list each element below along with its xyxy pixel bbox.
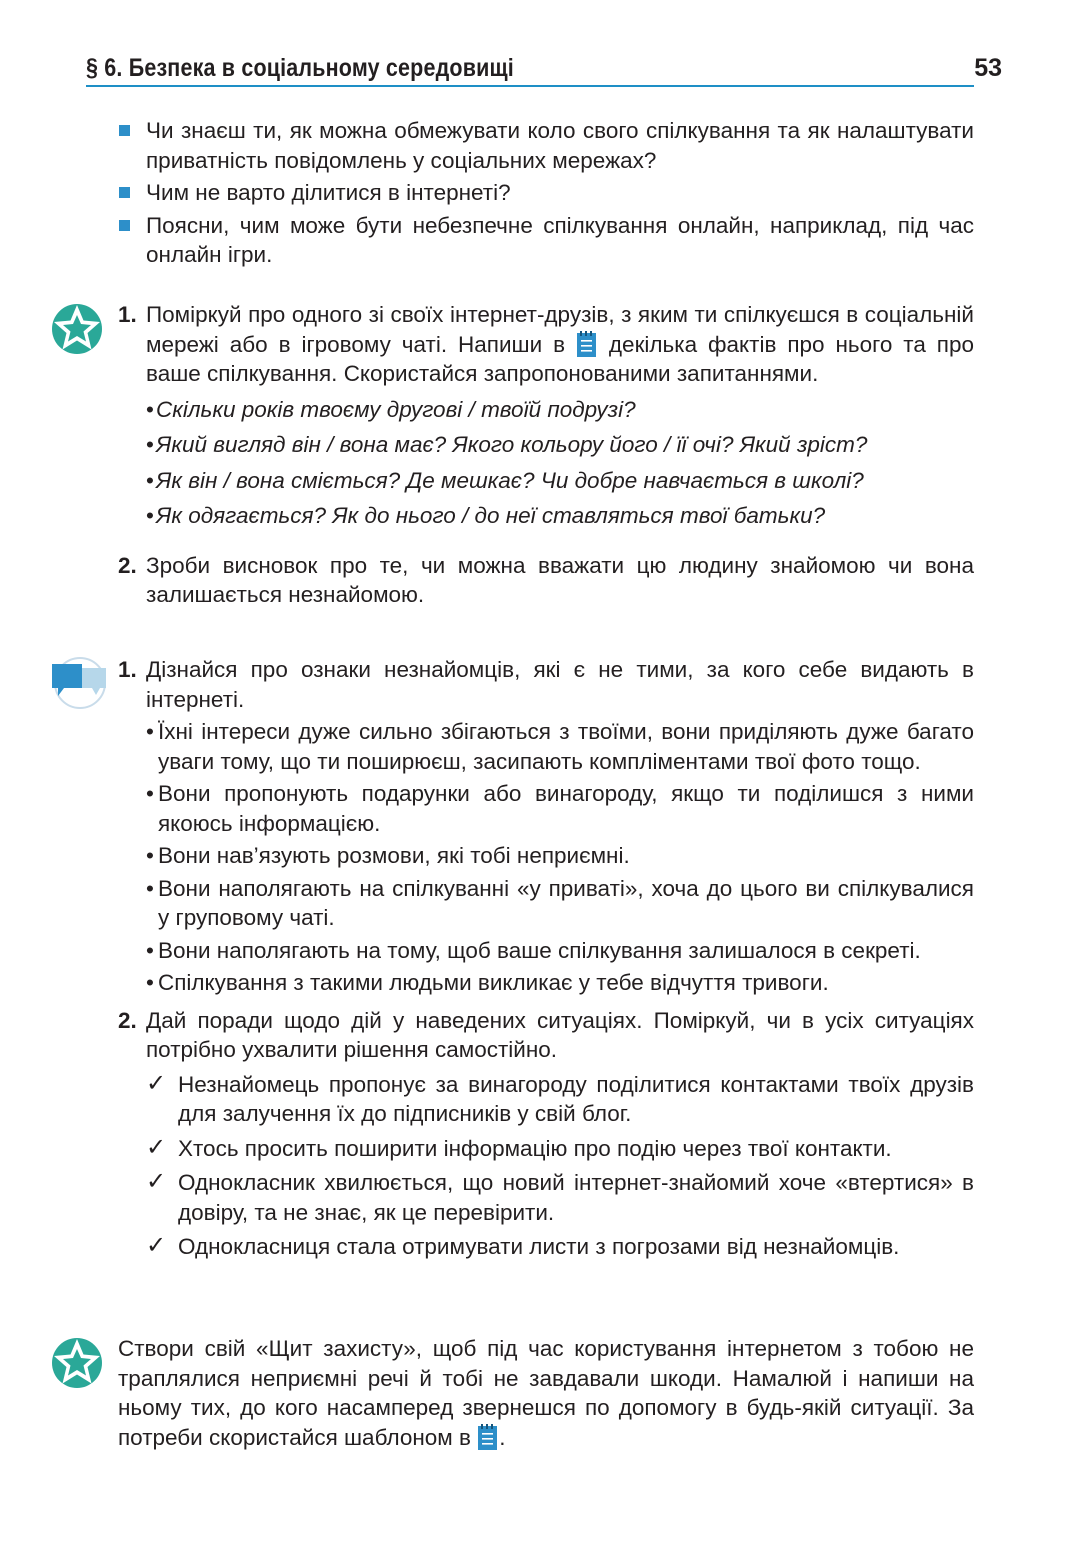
- notebook-icon[interactable]: [477, 1423, 499, 1451]
- task-item: 2. Зроби висновок про те, чи можна вважати цю людину знайомою чи вона залишається незнайомою.: [118, 552, 974, 607]
- item-number: 1.: [118, 657, 137, 682]
- star-task-icon: [50, 1336, 104, 1390]
- page-number: 53: [974, 54, 1002, 82]
- question-item: Поясни, чим може бути небезпечне спілкування онлайн, наприклад, під час онлайн ігри.: [118, 211, 974, 270]
- square-bullet-icon: [119, 220, 130, 231]
- prompt-question: • Як він / вона сміється? Де мешкає? Чи добре навчається в школі?: [146, 466, 974, 496]
- checkmark-icon: ✓: [146, 1232, 167, 1259]
- star-task-icon: [50, 302, 104, 356]
- page-header: [86, 54, 1002, 88]
- task-block-2: [118, 655, 974, 1262]
- task-item: 2. Дай поради щодо дій у наведених ситуаціях. Поміркуй, чи в усіх ситуаціях потрібно ухвалити рішення самостійно. ✓ Незнайомець пропонує за винагороду поділитися контактами твоїх друзів для залучення їх до підписників у свій блог. ✓ Хтось просить поширити інформацію про подію через твої контакти. ✓ Однокласник хвилюється, що новий інтернет-знайомий хоче «втертися» в довіру, та не знає, як це перевірити. ✓ Однокласниця стала отримувати листи з погрозами від незнайомців.: [118, 1006, 974, 1262]
- situation-item: ✓ Хтось просить поширити інформацію про подію через твої контакти.: [146, 1133, 892, 1161]
- item-number: 2.: [118, 552, 137, 578]
- review-questions: [118, 116, 974, 273]
- warning-sign: • Вони пропонують подарунки або винагороду, якщо ти поділишся з ними якоюсь інформацією.: [146, 779, 974, 838]
- warning-sign: • Вони наполягають на тому, щоб ваше спілкування залишалося в секреті.: [146, 936, 974, 966]
- situation-item: ✓ Однокласниця стала отримувати листи з погрозами від незнайомців.: [146, 1232, 900, 1259]
- warning-sign: • Їхні інтереси дуже сильно збігаються з твоїми, вони приділяють дуже багато уваги тому, що ти поширюєш, засипають компліментами твої фото тощо.: [146, 717, 974, 776]
- prompt-question: • Як одягається? Як до нього / до неї ставляться твої батьки?: [146, 501, 974, 531]
- task-block-3: Створи свій «Щит захисту», щоб під час користування інтернетом з тобою не траплялися неприємні речі й тобі не завдавали шкоди. Намалюй і напиши на ньому тих, до кого насамперед звернешся по допомогу в будь-якій ситуації. За потреби скористайся шаблоном в .: [118, 1336, 974, 1450]
- discussion-icon: [50, 656, 108, 712]
- item-number: 1.: [118, 302, 137, 327]
- header-divider: [86, 85, 974, 87]
- task-block-1: [118, 300, 974, 610]
- warning-sign: • Вони наполягають на спілкуванні «у приваті», хоча до цього ви спілкувалися у груповому чаті.: [146, 874, 974, 933]
- checkmark-icon: ✓: [146, 1069, 167, 1097]
- prompt-question: • Скільки років твоєму другові / твоїй подрузі?: [146, 395, 974, 425]
- warning-sign: • Вони нав’язують розмови, які тобі неприємні.: [146, 841, 974, 871]
- square-bullet-icon: [119, 125, 130, 136]
- task-item: 1. Дізнайся про ознаки незнайомців, які є не тими, за кого себе видають в інтернеті. • Їхні інтереси дуже сильно збігаються з твоїми, вони приділяють дуже багато уваги тому, що ти поширюєш, засипають компліментами твої фото тощо. • Вони пропонують подарунки або винагороду, якщо ти поділишся з ними якоюсь інформацією. • Вони нав’язують розмови, які тобі неприємні. • Вони наполягають на спілкуванні «у приваті», хоча до цього ви спілкувалися у груповому чаті. • Вони наполягають на тому, щоб ваше спілкування залишалося в секреті. • Спілкування з такими людьми викликає у тебе відчуття тривоги.: [118, 655, 974, 998]
- section-title: § 6. Безпека в соціальному середовищі: [86, 54, 514, 82]
- prompt-question: • Який вигляд він / вона має? Якого кольору його / її очі? Який зріст?: [146, 430, 974, 460]
- square-bullet-icon: [119, 187, 130, 198]
- situation-item: ✓ Незнайомець пропонує за винагороду поділитися контактами твоїх друзів для залучення їх до підписників у свій блог.: [146, 1069, 974, 1126]
- situation-item: ✓ Однокласник хвилюється, що новий інтернет-знайомий хоче «втертися» в довіру, та не знає, як це перевірити.: [146, 1168, 974, 1225]
- notebook-icon[interactable]: [576, 330, 598, 358]
- checkmark-icon: ✓: [146, 1168, 167, 1195]
- item-number: 2.: [118, 1007, 137, 1033]
- question-item: Чи знаєш ти, як можна обмежувати коло свого спілкування та як налаштувати приватність повідомлень у соціальних мережах?: [118, 116, 974, 175]
- task-item: 1. Поміркуй про одного зі своїх інтернет-друзів, з яким ти спілкуєшся в соціальній мережі або в ігровому чаті. Напиши в декілька фактів про нього та про ваше спілкування. Скористайся запропонованими запитаннями. • Скільки років твоєму другові / твоїй подрузі? • Який вигляд він / вона має? Якого кольору його / її очі? Який зріст? • Як він / вона сміється? Де мешкає? Чи добре навчається в школі? • Як одягається? Як до нього / до неї ставляться твої батьки?: [118, 300, 974, 531]
- checkmark-icon: ✓: [146, 1133, 167, 1161]
- question-item: Чим не варто ділитися в інтернеті?: [118, 178, 974, 208]
- warning-sign: • Спілкування з такими людьми викликає у тебе відчуття тривоги.: [146, 968, 974, 998]
